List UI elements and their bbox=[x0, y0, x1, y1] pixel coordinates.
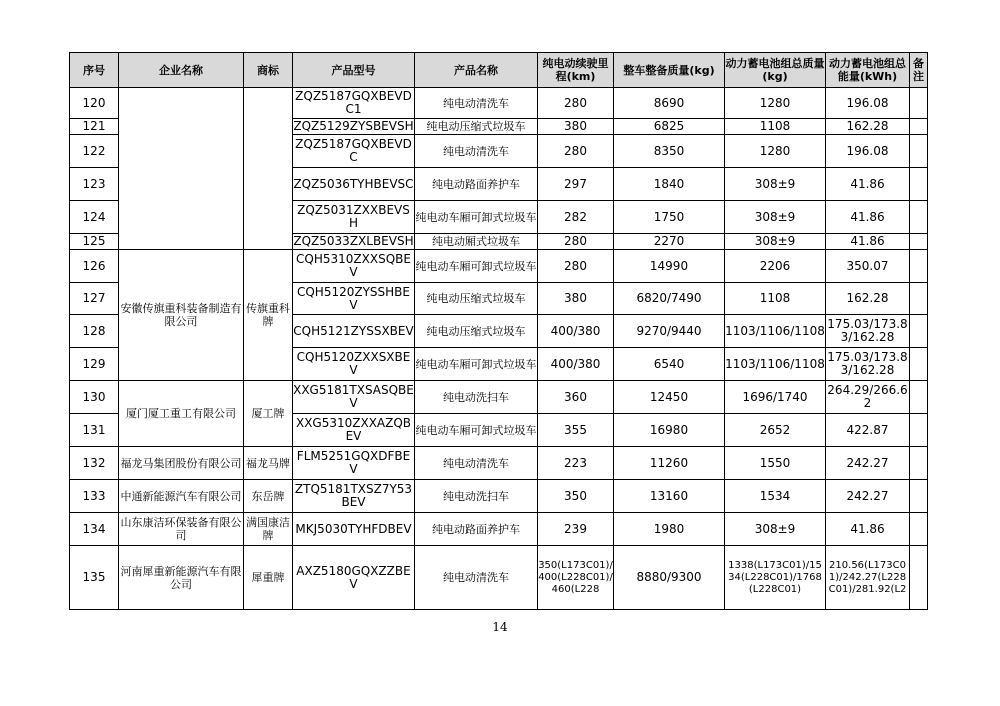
mass-cell: 8880/9300 bbox=[614, 546, 725, 610]
note-cell bbox=[910, 480, 928, 513]
energy-cell: 175.03/173.83/162.28 bbox=[826, 315, 910, 348]
note-cell bbox=[910, 88, 928, 119]
company-cell: 中通新能源汽车有限公司 bbox=[119, 480, 244, 513]
range-cell: 400/380 bbox=[538, 348, 614, 381]
energy-cell: 422.87 bbox=[826, 414, 910, 447]
document-page bbox=[69, 52, 928, 610]
mass-cell: 6540 bbox=[614, 348, 725, 381]
row-number: 127 bbox=[70, 283, 119, 315]
range-cell: 355 bbox=[538, 414, 614, 447]
range-cell: 239 bbox=[538, 513, 614, 546]
mass-cell: 1840 bbox=[614, 168, 725, 201]
range-cell: 350(L173C01)/400(L228C01)/460(L228 bbox=[538, 546, 614, 610]
row-number: 126 bbox=[70, 250, 119, 283]
product-name-cell: 纯电动洗扫车 bbox=[415, 381, 538, 414]
product-name-cell: 纯电动压缩式垃圾车 bbox=[415, 315, 538, 348]
range-cell: 223 bbox=[538, 447, 614, 480]
brand-cell: 犀重牌 bbox=[244, 546, 293, 610]
model-cell: CQH5121ZYSSXBEV bbox=[293, 315, 415, 348]
battery-mass-cell: 1280 bbox=[725, 135, 826, 168]
model-cell: CQH5120ZXXSXBEV bbox=[293, 348, 415, 381]
battery-mass-cell: 1108 bbox=[725, 283, 826, 315]
mass-cell: 11260 bbox=[614, 447, 725, 480]
mass-cell: 14990 bbox=[614, 250, 725, 283]
model-cell: CQH5310ZXXSQBEV bbox=[293, 250, 415, 283]
mass-cell: 9270/9440 bbox=[614, 315, 725, 348]
energy-cell: 162.28 bbox=[826, 283, 910, 315]
battery-mass-cell: 308±9 bbox=[725, 513, 826, 546]
row-number: 134 bbox=[70, 513, 119, 546]
header-cell: 商标 bbox=[244, 53, 293, 88]
energy-cell: 41.86 bbox=[826, 168, 910, 201]
table-row bbox=[70, 250, 928, 283]
note-cell bbox=[910, 201, 928, 234]
range-cell: 400/380 bbox=[538, 315, 614, 348]
range-cell: 380 bbox=[538, 119, 614, 135]
brand-cell: 满国康洁牌 bbox=[244, 513, 293, 546]
product-name-cell: 纯电动压缩式垃圾车 bbox=[415, 283, 538, 315]
brand-cell: 福龙马牌 bbox=[244, 447, 293, 480]
mass-cell: 12450 bbox=[614, 381, 725, 414]
note-cell bbox=[910, 381, 928, 414]
product-name-cell: 纯电动路面养护车 bbox=[415, 168, 538, 201]
note-cell bbox=[910, 513, 928, 546]
mass-cell: 13160 bbox=[614, 480, 725, 513]
mass-cell: 16980 bbox=[614, 414, 725, 447]
model-cell: ZQZ5187GQXBEVDC bbox=[293, 135, 415, 168]
energy-cell: 162.28 bbox=[826, 119, 910, 135]
battery-mass-cell: 1280 bbox=[725, 88, 826, 119]
product-name-cell: 纯电动清洗车 bbox=[415, 447, 538, 480]
battery-mass-cell: 1338(L173C01)/1534(L228C01)/1768(L228C01) bbox=[725, 546, 826, 610]
row-number: 130 bbox=[70, 381, 119, 414]
row-number: 124 bbox=[70, 201, 119, 234]
range-cell: 280 bbox=[538, 234, 614, 250]
mass-cell: 1980 bbox=[614, 513, 725, 546]
company-cell: 山东康洁环保装备有限公司 bbox=[119, 513, 244, 546]
row-number: 135 bbox=[70, 546, 119, 610]
battery-mass-cell: 308±9 bbox=[725, 201, 826, 234]
mass-cell: 2270 bbox=[614, 234, 725, 250]
range-cell: 297 bbox=[538, 168, 614, 201]
note-cell bbox=[910, 119, 928, 135]
note-cell bbox=[910, 250, 928, 283]
row-number: 131 bbox=[70, 414, 119, 447]
range-cell: 280 bbox=[538, 88, 614, 119]
mass-cell: 8350 bbox=[614, 135, 725, 168]
row-number: 122 bbox=[70, 135, 119, 168]
note-cell bbox=[910, 135, 928, 168]
energy-cell: 242.27 bbox=[826, 447, 910, 480]
energy-cell: 350.07 bbox=[826, 250, 910, 283]
energy-cell: 41.86 bbox=[826, 513, 910, 546]
energy-cell: 264.29/266.62 bbox=[826, 381, 910, 414]
note-cell bbox=[910, 447, 928, 480]
brand-cell: 厦工牌 bbox=[244, 381, 293, 447]
page-number: 14 bbox=[492, 620, 508, 634]
model-cell: ZQZ5187GQXBEVDC1 bbox=[293, 88, 415, 119]
product-name-cell: 纯电动压缩式垃圾车 bbox=[415, 119, 538, 135]
company-cell: 安徽传旗重科装备制造有限公司 bbox=[119, 250, 244, 381]
product-name-cell: 纯电动厢式垃圾车 bbox=[415, 234, 538, 250]
model-cell: ZQZ5129ZYSBEVSH bbox=[293, 119, 414, 133]
row-number: 133 bbox=[70, 480, 119, 513]
note-cell bbox=[910, 234, 928, 250]
range-cell: 350 bbox=[538, 480, 614, 513]
product-name-cell: 纯电动车厢可卸式垃圾车 bbox=[415, 348, 538, 381]
note-cell bbox=[910, 348, 928, 381]
product-name-cell: 纯电动清洗车 bbox=[415, 546, 538, 610]
table-row bbox=[70, 546, 928, 610]
model-cell: ZQZ5036TYHBEVSC bbox=[293, 168, 415, 201]
mass-cell: 8690 bbox=[614, 88, 725, 119]
battery-mass-cell: 1534 bbox=[725, 480, 826, 513]
brand-cell: 传旗重科牌 bbox=[244, 250, 293, 381]
model-cell: ZTQ5181TXSZ7Y53BEV bbox=[293, 480, 415, 513]
model-cell: ZQZ5031ZXXBEVSH bbox=[293, 201, 415, 234]
header-cell: 动力蓄电池组总能量(kWh) bbox=[826, 53, 910, 88]
model-cell: XXG5181TXSASQBEV bbox=[293, 381, 415, 414]
model-cell: MKJ5030TYHFDBEV bbox=[293, 513, 415, 546]
range-cell: 282 bbox=[538, 201, 614, 234]
company-cell: 福龙马集团股份有限公司 bbox=[119, 447, 244, 480]
header-row bbox=[70, 53, 928, 88]
company-cell: 厦门厦工重工有限公司 bbox=[119, 381, 244, 447]
energy-cell: 242.27 bbox=[826, 480, 910, 513]
mass-cell: 6825 bbox=[614, 119, 725, 135]
note-cell bbox=[910, 315, 928, 348]
range-cell: 360 bbox=[538, 381, 614, 414]
header-cell: 产品型号 bbox=[293, 53, 415, 88]
product-name-cell: 纯电动路面养护车 bbox=[415, 513, 538, 546]
energy-cell: 196.08 bbox=[826, 135, 910, 168]
header-cell: 整车整备质量(kg) bbox=[614, 53, 725, 88]
battery-mass-cell: 2652 bbox=[725, 414, 826, 447]
product-name-cell: 纯电动清洗车 bbox=[415, 88, 538, 119]
product-name-cell: 纯电动车厢可卸式垃圾车 bbox=[415, 201, 538, 234]
energy-cell: 210.56(L173C01)/242.27(L228C01)/281.92(L2 bbox=[826, 546, 910, 610]
brand-cell: 东岳牌 bbox=[244, 480, 293, 513]
row-number: 129 bbox=[70, 348, 119, 381]
product-name-cell: 纯电动洗扫车 bbox=[415, 480, 538, 513]
battery-mass-cell: 308±9 bbox=[725, 234, 826, 250]
product-name-cell: 纯电动车厢可卸式垃圾车 bbox=[415, 414, 538, 447]
table-row bbox=[70, 381, 928, 414]
header-cell: 企业名称 bbox=[119, 53, 244, 88]
header-cell: 纯电动续驶里程(km) bbox=[538, 53, 614, 88]
model-cell: CQH5120ZYSSHBEV bbox=[293, 283, 415, 315]
row-number: 128 bbox=[70, 315, 119, 348]
mass-cell: 1750 bbox=[614, 201, 725, 234]
row-number: 121 bbox=[70, 119, 119, 135]
energy-cell: 175.03/173.83/162.28 bbox=[826, 348, 910, 381]
energy-cell: 41.86 bbox=[826, 201, 910, 234]
product-name-cell: 纯电动车厢可卸式垃圾车 bbox=[415, 250, 538, 283]
battery-mass-cell: 1108 bbox=[725, 119, 826, 135]
note-cell bbox=[910, 168, 928, 201]
model-cell: ZQZ5033ZXLBEVSH bbox=[293, 234, 414, 248]
vehicle-table bbox=[69, 52, 928, 610]
energy-cell: 41.86 bbox=[826, 234, 910, 250]
table-row bbox=[70, 513, 928, 546]
battery-mass-cell: 1103/1106/1108 bbox=[725, 348, 826, 381]
note-cell bbox=[910, 546, 928, 610]
row-number: 120 bbox=[70, 88, 119, 119]
table-row bbox=[70, 480, 928, 513]
mass-cell: 6820/7490 bbox=[614, 283, 725, 315]
table-row bbox=[70, 88, 928, 119]
header-cell: 序号 bbox=[70, 53, 119, 88]
header-cell: 备注 bbox=[910, 53, 928, 88]
battery-mass-cell: 308±9 bbox=[725, 168, 826, 201]
company-cell bbox=[119, 88, 244, 250]
battery-mass-cell: 1550 bbox=[725, 447, 826, 480]
range-cell: 280 bbox=[538, 250, 614, 283]
range-cell: 280 bbox=[538, 135, 614, 168]
note-cell bbox=[910, 283, 928, 315]
row-number: 125 bbox=[70, 234, 119, 250]
table-row bbox=[70, 447, 928, 480]
battery-mass-cell: 2206 bbox=[725, 250, 826, 283]
header-cell: 动力蓄电池组总质量(kg) bbox=[725, 53, 826, 88]
model-cell: FLM5251GQXDFBEV bbox=[293, 447, 415, 480]
range-cell: 380 bbox=[538, 283, 614, 315]
row-number: 123 bbox=[70, 168, 119, 201]
company-cell: 河南犀重新能源汽车有限公司 bbox=[119, 546, 244, 610]
note-cell bbox=[910, 414, 928, 447]
row-number: 132 bbox=[70, 447, 119, 480]
product-name-cell: 纯电动清洗车 bbox=[415, 135, 538, 168]
battery-mass-cell: 1103/1106/1108 bbox=[725, 315, 826, 348]
header-cell: 产品名称 bbox=[415, 53, 538, 88]
model-cell: AXZ5180GQXZZBEV bbox=[293, 546, 415, 610]
battery-mass-cell: 1696/1740 bbox=[725, 381, 826, 414]
energy-cell: 196.08 bbox=[826, 88, 910, 119]
model-cell: XXG5310ZXXAZQBEV bbox=[293, 414, 415, 447]
brand-cell bbox=[244, 88, 293, 250]
